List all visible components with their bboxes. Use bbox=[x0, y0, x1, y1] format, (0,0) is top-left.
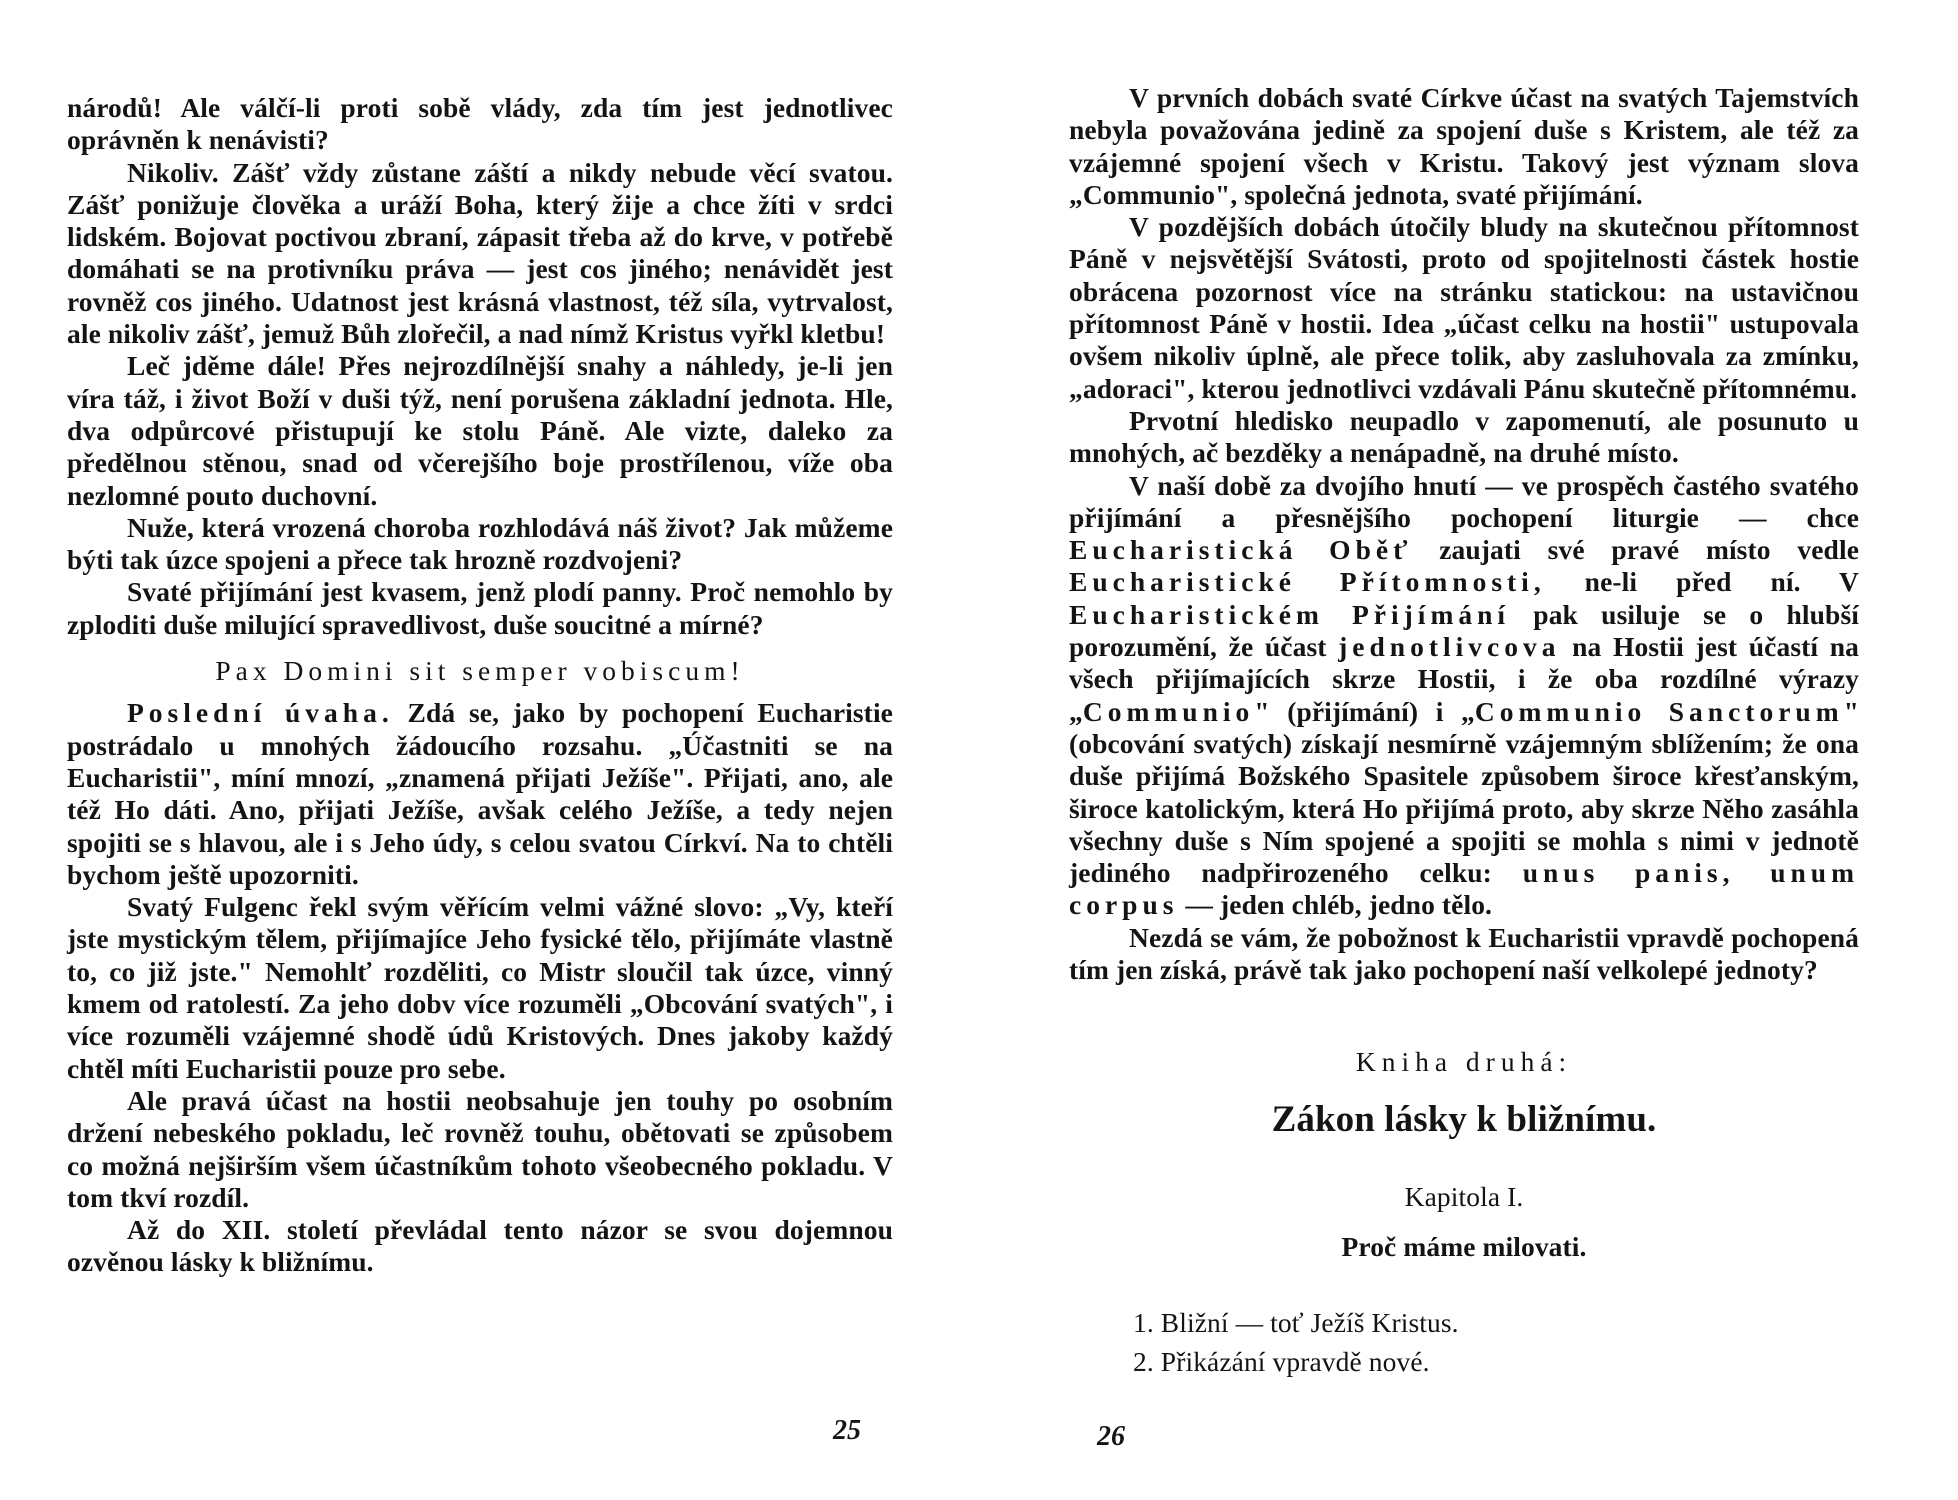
paragraph: Až do XII. století převládal tento názor se svou dojemnou ozvěnou lásky k bližnímu. bbox=[67, 1214, 893, 1278]
paragraph-text: V naší době za dvojího hnutí — ve prospěch častého svatého přijímání a přesnějšího pochopení liturgie — chce bbox=[1069, 469, 1859, 533]
book-title: Zákon lásky k bližnímu. bbox=[1271, 1098, 1657, 1140]
right-page-text-column bbox=[1069, 82, 1859, 1384]
paragraph-text: — jeden chléb, jedno tělo. bbox=[1178, 889, 1493, 921]
spaced-term: Eucharistickém Přijímání bbox=[1069, 598, 1511, 630]
paragraph-text: zaujati své pravé místo vedle bbox=[1412, 534, 1859, 566]
right-page bbox=[979, 0, 1958, 1500]
paragraph-text: " (přijímání) i „ bbox=[1254, 695, 1475, 727]
book-label: Kniha druhá: bbox=[1355, 1046, 1573, 1078]
chapter-label: Kapitola I. bbox=[1404, 1180, 1524, 1212]
paragraph: Prvotní hledisko neupadlo v zapomenutí, ale posunuto u mnohých, ač bezděky a nenápadně, na druhé místo. bbox=[1069, 404, 1859, 469]
paragraph: Ale pravá účast na hostii neobsahuje jen touhy po osobním držení nebeského pokladu, leč rovněž touhu, obětovati se způsobem co možná nejširším všem účastníkům tohoto všeobecného pokladu. V tom tkví rozdíl. bbox=[67, 1084, 893, 1213]
list-item: 1. Bližní — toť Ježíš Kristus. bbox=[1133, 1307, 1459, 1339]
paragraph-text: na Hostii jest účastí na všech přijímajících skrze Hostii, i že oba rozdílné výrazy „ bbox=[1069, 631, 1859, 727]
paragraph: Svaté přijímání jest kvasem, jenž plodí panny. Proč nemohlo by zploditi duše milující spravedlivost, duše soucitné a mírné? bbox=[67, 576, 893, 640]
motto: Pax Domini sit semper vobiscum! bbox=[215, 655, 745, 687]
list-item: 2. Přikázání vpravdě nové. bbox=[1133, 1345, 1430, 1377]
paragraph-text: " (obcování svatých) získají nesmírně vzájemným sblížením; že ona duše přijímá Božského Spasitele způsobem široce křesťanským, široce katolickým, která Ho přijímá proto, aby skrze Něho zasáhla všechny duše s Ním spojené a spojiti se mohla s nimi v jednotě jediného nadpřirozeného celku: bbox=[1069, 695, 1859, 889]
paragraph-text: pak usiluje se o hlubší porozumění, že účast bbox=[1069, 598, 1859, 663]
page-number: 25 bbox=[833, 1415, 861, 1446]
paragraph: Svatý Fulgenc řekl svým věřícím velmi vážné slovo: „Vy, kteří jste mystickým tělem, přijímajíce Jeho fysické tělo, přijímáte vlastně to, co již jste." Nemohlť rozděliti, co Mistr sloučil tak úzce, vinný kmem od ratolestí. Za jeho dobv více rozuměli „Obcování svatých", i více rozuměli vzájemné shodě údů Kristových. Dnes jakoby každý chtěl míti Eucharistii pouze pro sebe. bbox=[67, 891, 893, 1084]
chapter-contents-list bbox=[1069, 1307, 1859, 1378]
paragraph: národů! Ale válčí-li proti sobě vlády, zda tím jest jednotlivec oprávněn k nenávisti? bbox=[67, 92, 893, 156]
spaced-term: unus panis, unum corpus bbox=[1069, 857, 1859, 921]
paragraph-text: Zdá se, jako by pochopení Eucharistie postrádalo u mnohých žádoucího rozsahu. „Účastniti se na Eucharistii", míní mnozí, „znamená přijati Ježíše". Přijati, ano, ale též Ho dáti. Ano, přijati Ježíše, avšak celého Ježíše, a tedy nejen spojiti se s hlavou, ale i s Jeho údy, s celou svatou Církví. Na to chtěli bychom ještě upozorniti. bbox=[67, 697, 893, 890]
spaced-term: Communio bbox=[1082, 695, 1255, 727]
chapter-title: Proč máme milovati. bbox=[1341, 1230, 1587, 1262]
paragraph bbox=[1069, 470, 1859, 922]
spaced-term: Communio Sanctorum bbox=[1474, 695, 1844, 727]
section-lead: Poslední úvaha. bbox=[127, 697, 394, 729]
paragraph: Nezdá se vám, že pobožnost k Eucharistii vpravdě pochopená tím jen získá, právě tak jako pochopení naší velkolepé jednoty? bbox=[1069, 921, 1859, 986]
paragraph: Nuže, která vrozená choroba rozhlodává náš život? Jak můžeme býti tak úzce spojeni a přece tak hrozně rozdvojeni? bbox=[67, 511, 893, 576]
paragraph bbox=[67, 697, 893, 891]
spaced-term: Eucharistické Přítomnosti, bbox=[1069, 566, 1546, 598]
paragraph: V prvních dobách svaté Církve účast na svatých Tajemstvích nebyla považována jedině za spojení duše s Kristem, ale též za vzájemné spojení všech v Kristu. Takový jest význam slova „Communio", společná jednota, svaté přijímání. bbox=[1069, 82, 1859, 210]
paragraph: V pozdějších dobách útočily bludy na skutečnou přítomnost Páně v nejsvětější Svátosti, proto od spojitelnosti částek hostie obrácena pozornost více na stránku statickou: na ustavičnou přítomnost Páně v hostii. Idea „účast celku na hostii" ustupovala ovšem nikoliv úplně, ale přece tolik, aby zasluhovala za zmínku, „adoraci", kterou jednotlivci vzdávali Pánu skutečně přítomnému. bbox=[1069, 211, 1859, 404]
spaced-term: jednotlivcova bbox=[1338, 631, 1561, 663]
spaced-term: Eucharistická Oběť bbox=[1069, 534, 1413, 566]
left-page-text-column bbox=[67, 92, 893, 1279]
paragraph: Nikoliv. Zášť vždy zůstane záští a nikdy nebude věcí svatou. Zášť ponižuje člověka a uráží Boha, který žije a chce žíti v srdci lidském. Bojovat poctivou zbraní, zápasit třeba až do krve, v potřebě domáhati se na protivníku práva — jest cos jiného; nenávidět jest rovněž cos jiného. Udatnost jest krásná vlastnost, též síla, vytrvalost, ale nikoliv zášť, jemuž Bůh zlořečil, a nad nímž Kristus vyřkl kletbu! bbox=[67, 156, 893, 350]
paragraph-text: ne-li před ní. V bbox=[1545, 566, 1860, 598]
paragraph: Leč jděme dále! Přes nejrozdílnější snahy a náhledy, je-li jen víra táž, i život Boží v duši týž, není porušena základní jednota. Hle, dva odpůrcové přistupují ke stolu Páně. Ale vizte, daleko za předělnou stěnou, snad od včerejšího boje prostřílenou, víže oba nezlomné pouto duchovní. bbox=[67, 350, 893, 511]
page-number: 26 bbox=[1097, 1421, 1125, 1452]
